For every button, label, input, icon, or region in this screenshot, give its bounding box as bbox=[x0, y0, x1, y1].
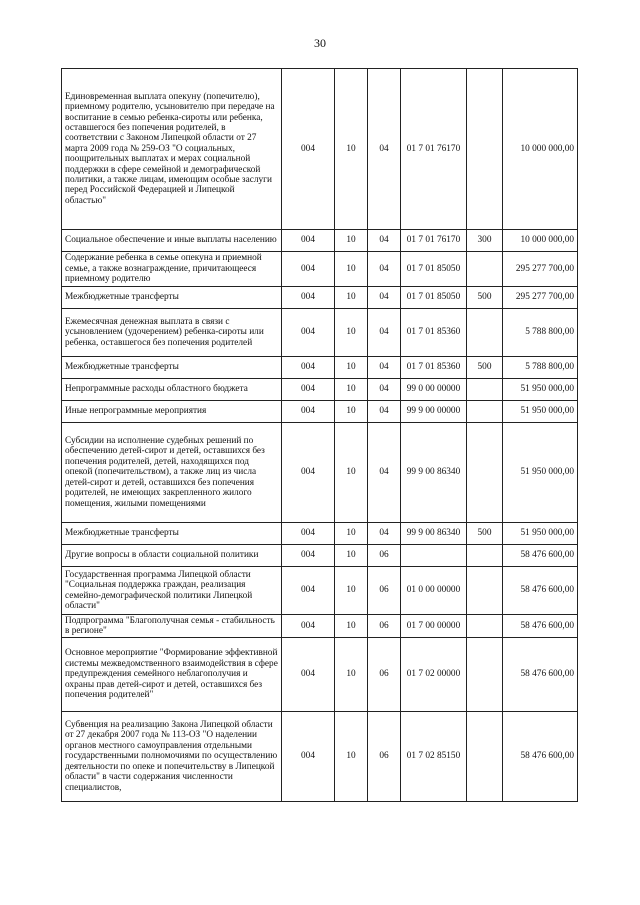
row-name: Государственная программа Липецкой области "Социальная поддержка граждан, реализация семейно-демографической политики Липецкой области" bbox=[62, 567, 282, 615]
row-csr: 01 7 02 00000 bbox=[401, 638, 467, 712]
row-vr bbox=[467, 69, 503, 230]
row-vr bbox=[467, 545, 503, 567]
row-name: Основное мероприятие "Формирование эффективной системы межведомственного взаимодействия в сфере предупреждения семейного неблагополучия и охраны прав детей-сирот и детей, оставшихся без попечения родителей" bbox=[62, 638, 282, 712]
row-pr: 06 bbox=[368, 615, 401, 638]
row-csr: 01 7 01 85360 bbox=[401, 357, 467, 379]
row-pr: 06 bbox=[368, 567, 401, 615]
row-sum: 58 476 600,00 bbox=[503, 615, 578, 638]
table-row bbox=[62, 638, 578, 712]
row-ved: 004 bbox=[282, 357, 335, 379]
row-sum: 58 476 600,00 bbox=[503, 712, 578, 802]
row-vr bbox=[467, 567, 503, 615]
row-pr: 06 bbox=[368, 712, 401, 802]
row-csr: 99 9 00 00000 bbox=[401, 401, 467, 423]
row-name: Межбюджетные трансферты bbox=[62, 287, 282, 309]
table-row bbox=[62, 401, 578, 423]
table-row bbox=[62, 423, 578, 523]
row-csr: 01 7 01 76170 bbox=[401, 230, 467, 252]
row-rz: 10 bbox=[335, 252, 368, 287]
row-csr: 01 7 01 85050 bbox=[401, 252, 467, 287]
row-name: Единовременная выплата опекуну (попечителю), приемному родителю, усыновителю при передаче на воспитание в семью ребенка-сироты или ребенка, оставшегося без попечения родителей, в соответствии с Законом Липецкой области от 27 марта 2009 года № 259-ОЗ "О социальных, поощрительных выплатах и мерах социальной поддержки в сфере семейной и демографической политики, а также лицам, имеющим особые заслуги перед Российской Федерацией и Липецкой областью" bbox=[62, 69, 282, 230]
row-sum: 58 476 600,00 bbox=[503, 545, 578, 567]
row-csr: 01 7 02 85150 bbox=[401, 712, 467, 802]
row-csr: 99 9 00 86340 bbox=[401, 423, 467, 523]
row-ved: 004 bbox=[282, 379, 335, 401]
row-rz: 10 bbox=[335, 401, 368, 423]
row-name: Иные непрограммные мероприятия bbox=[62, 401, 282, 423]
row-rz: 10 bbox=[335, 309, 368, 357]
row-sum: 58 476 600,00 bbox=[503, 638, 578, 712]
table-row bbox=[62, 252, 578, 287]
row-csr: 01 0 00 00000 bbox=[401, 567, 467, 615]
row-ved: 004 bbox=[282, 545, 335, 567]
row-sum: 10 000 000,00 bbox=[503, 230, 578, 252]
row-pr: 04 bbox=[368, 357, 401, 379]
row-pr: 04 bbox=[368, 423, 401, 523]
row-ved: 004 bbox=[282, 401, 335, 423]
row-sum: 51 950 000,00 bbox=[503, 523, 578, 545]
table-row bbox=[62, 230, 578, 252]
table-row bbox=[62, 712, 578, 802]
row-name: Ежемесячная денежная выплата в связи с усыновлением (удочерением) ребенка-сироты или ребенка, оставшегося без попечения родителей bbox=[62, 309, 282, 357]
row-rz: 10 bbox=[335, 230, 368, 252]
row-rz: 10 bbox=[335, 545, 368, 567]
row-rz: 10 bbox=[335, 423, 368, 523]
row-vr bbox=[467, 638, 503, 712]
row-name: Социальное обеспечение и иные выплаты населению bbox=[62, 230, 282, 252]
row-ved: 004 bbox=[282, 567, 335, 615]
row-csr: 01 7 01 76170 bbox=[401, 69, 467, 230]
row-name: Содержание ребенка в семье опекуна и приемной семье, а также вознаграждение, причитающееся приемному родителю bbox=[62, 252, 282, 287]
table-row bbox=[62, 309, 578, 357]
row-pr: 06 bbox=[368, 545, 401, 567]
row-name: Межбюджетные трансферты bbox=[62, 357, 282, 379]
row-vr bbox=[467, 615, 503, 638]
row-vr bbox=[467, 252, 503, 287]
row-ved: 004 bbox=[282, 252, 335, 287]
row-sum: 58 476 600,00 bbox=[503, 567, 578, 615]
row-pr: 04 bbox=[368, 309, 401, 357]
row-csr bbox=[401, 545, 467, 567]
row-name: Непрограммные расходы областного бюджета bbox=[62, 379, 282, 401]
row-sum: 10 000 000,00 bbox=[503, 69, 578, 230]
row-vr: 500 bbox=[467, 287, 503, 309]
row-rz: 10 bbox=[335, 69, 368, 230]
row-sum: 51 950 000,00 bbox=[503, 401, 578, 423]
row-pr: 04 bbox=[368, 287, 401, 309]
row-vr bbox=[467, 712, 503, 802]
table-row bbox=[62, 379, 578, 401]
row-sum: 51 950 000,00 bbox=[503, 423, 578, 523]
row-pr: 04 bbox=[368, 252, 401, 287]
row-sum: 295 277 700,00 bbox=[503, 252, 578, 287]
table-row bbox=[62, 523, 578, 545]
row-pr: 04 bbox=[368, 379, 401, 401]
row-ved: 004 bbox=[282, 523, 335, 545]
row-ved: 004 bbox=[282, 638, 335, 712]
row-rz: 10 bbox=[335, 712, 368, 802]
row-csr: 01 7 00 00000 bbox=[401, 615, 467, 638]
row-sum: 5 788 800,00 bbox=[503, 357, 578, 379]
row-name: Другие вопросы в области социальной политики bbox=[62, 545, 282, 567]
budget-table bbox=[61, 68, 578, 802]
row-pr: 04 bbox=[368, 401, 401, 423]
row-name: Межбюджетные трансферты bbox=[62, 523, 282, 545]
row-ved: 004 bbox=[282, 287, 335, 309]
row-rz: 10 bbox=[335, 567, 368, 615]
row-rz: 10 bbox=[335, 615, 368, 638]
row-csr: 01 7 01 85050 bbox=[401, 287, 467, 309]
table-row bbox=[62, 615, 578, 638]
row-vr bbox=[467, 379, 503, 401]
row-vr bbox=[467, 423, 503, 523]
row-csr: 01 7 01 85360 bbox=[401, 309, 467, 357]
row-ved: 004 bbox=[282, 69, 335, 230]
row-rz: 10 bbox=[335, 523, 368, 545]
table-row bbox=[62, 357, 578, 379]
row-rz: 10 bbox=[335, 357, 368, 379]
row-pr: 06 bbox=[368, 638, 401, 712]
row-sum: 295 277 700,00 bbox=[503, 287, 578, 309]
row-name: Подпрограмма "Благополучная семья - стабильность в регионе" bbox=[62, 615, 282, 638]
table-row bbox=[62, 69, 578, 230]
row-csr: 99 9 00 86340 bbox=[401, 523, 467, 545]
row-pr: 04 bbox=[368, 69, 401, 230]
row-name: Субвенция на реализацию Закона Липецкой области от 27 декабря 2007 года № 113-ОЗ "О наделении органов местного самоуправления отдельными государственными полномочиями по осуществлению деятельности по опеке и попечительству в Липецкой области" в части содержания численности специалистов, bbox=[62, 712, 282, 802]
row-pr: 04 bbox=[368, 230, 401, 252]
table-row bbox=[62, 287, 578, 309]
row-vr: 500 bbox=[467, 523, 503, 545]
row-ved: 004 bbox=[282, 309, 335, 357]
row-rz: 10 bbox=[335, 287, 368, 309]
row-vr bbox=[467, 401, 503, 423]
row-ved: 004 bbox=[282, 615, 335, 638]
row-vr: 300 bbox=[467, 230, 503, 252]
row-ved: 004 bbox=[282, 230, 335, 252]
row-rz: 10 bbox=[335, 638, 368, 712]
row-name: Субсидии на исполнение судебных решений по обеспечению детей-сирот и детей, оставшихся без попечения родителей, детей, находящихся под опекой (попечительством), а также лиц из числа детей-сирот и детей, оставшихся без попечения родителей, не имеющих закрепленного жилого помещения, жилыми помещениями bbox=[62, 423, 282, 523]
row-vr bbox=[467, 309, 503, 357]
row-rz: 10 bbox=[335, 379, 368, 401]
table-row bbox=[62, 567, 578, 615]
table-row bbox=[62, 545, 578, 567]
row-sum: 51 950 000,00 bbox=[503, 379, 578, 401]
row-sum: 5 788 800,00 bbox=[503, 309, 578, 357]
row-vr: 500 bbox=[467, 357, 503, 379]
row-csr: 99 0 00 00000 bbox=[401, 379, 467, 401]
row-pr: 04 bbox=[368, 523, 401, 545]
row-ved: 004 bbox=[282, 712, 335, 802]
row-ved: 004 bbox=[282, 423, 335, 523]
page-number: 30 bbox=[314, 36, 326, 50]
